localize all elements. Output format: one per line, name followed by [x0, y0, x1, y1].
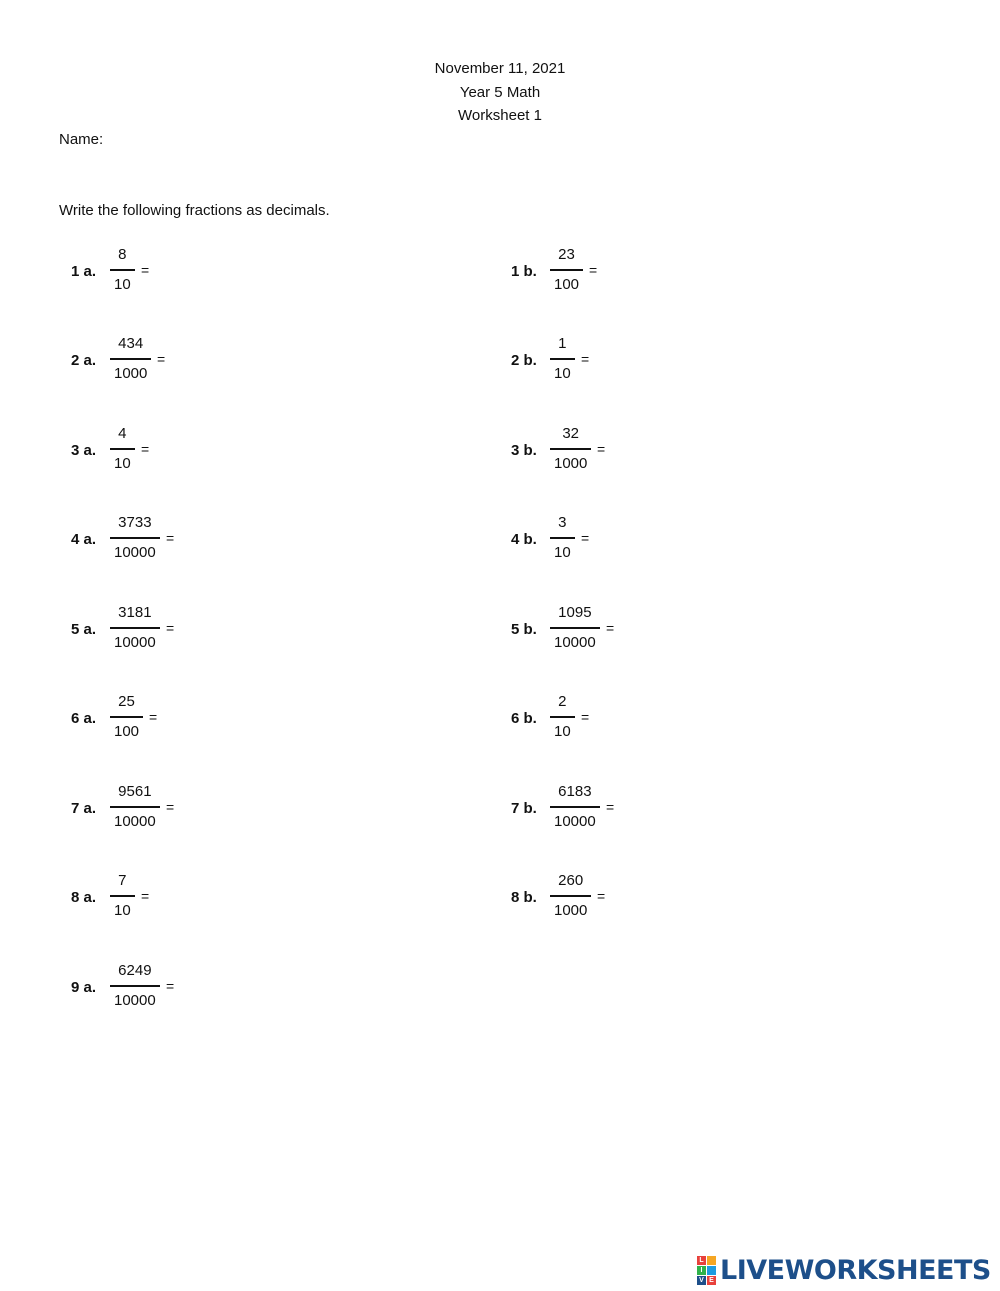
problem-label: 5 a. — [71, 621, 97, 638]
problem-label: 2 b. — [511, 352, 537, 369]
fraction-numerator: 7 — [118, 872, 127, 889]
fraction-denominator: 10 — [114, 455, 131, 472]
fraction-numerator: 1 — [558, 335, 567, 352]
fraction — [110, 603, 160, 653]
problem-label: 6 a. — [71, 710, 97, 727]
fraction-bar — [550, 806, 600, 808]
fraction — [550, 692, 575, 742]
problem-label: 7 b. — [511, 800, 537, 817]
problem-label: 8 b. — [511, 889, 537, 906]
problem-label: 9 a. — [71, 979, 97, 996]
problem-label: 5 b. — [511, 621, 537, 638]
fraction-bar — [550, 716, 575, 718]
fraction — [110, 871, 135, 921]
fraction-denominator: 1000 — [554, 902, 588, 919]
fraction-denominator: 10000 — [114, 544, 156, 561]
fraction-bar — [110, 627, 160, 629]
equals-sign: = — [606, 620, 615, 636]
fraction-numerator: 434 — [118, 335, 144, 352]
fraction — [110, 692, 143, 742]
fraction-denominator: 100 — [554, 276, 580, 293]
fraction-numerator: 6183 — [558, 783, 592, 800]
fraction-bar — [110, 537, 160, 539]
equals-sign: = — [141, 262, 150, 278]
fraction-denominator: 10 — [114, 902, 131, 919]
instruction-text: Write the following fractions as decimals. — [59, 202, 330, 219]
equals-sign: = — [166, 978, 175, 994]
equals-sign: = — [581, 530, 590, 546]
fraction-numerator: 6249 — [118, 962, 152, 979]
fraction-bar — [110, 716, 143, 718]
fraction-numerator: 9561 — [118, 783, 152, 800]
fraction-denominator: 10000 — [114, 634, 156, 651]
header-course: Year 5 Math — [459, 84, 541, 101]
fraction-numerator: 25 — [118, 693, 135, 710]
fraction — [550, 334, 575, 384]
fraction-bar — [110, 985, 160, 987]
fraction-bar — [550, 895, 591, 897]
equals-sign: = — [597, 888, 606, 904]
fraction-bar — [110, 448, 135, 450]
fraction-denominator: 10000 — [554, 813, 596, 830]
fraction-numerator: 2 — [558, 693, 567, 710]
equals-sign: = — [581, 709, 590, 725]
equals-sign: = — [589, 262, 598, 278]
fraction-numerator: 8 — [118, 246, 127, 263]
fraction-denominator: 10 — [554, 544, 571, 561]
logo-text: LIVEWORKSHEETS — [720, 1254, 991, 1286]
equals-sign: = — [581, 351, 590, 367]
fraction — [550, 424, 591, 474]
fraction-numerator: 3 — [558, 514, 567, 531]
fraction-bar — [110, 895, 135, 897]
fraction-numerator: 4 — [118, 425, 127, 442]
problem-label: 4 a. — [71, 531, 97, 548]
fraction-numerator: 32 — [562, 425, 580, 442]
fraction-denominator: 10000 — [114, 992, 156, 1009]
problem-label: 7 a. — [71, 800, 97, 817]
fraction-numerator: 1095 — [558, 604, 592, 621]
problem-label: 4 b. — [511, 531, 537, 548]
equals-sign: = — [149, 709, 158, 725]
fraction-denominator: 1000 — [554, 455, 588, 472]
fraction-numerator: 23 — [558, 246, 575, 263]
problem-label: 3 a. — [71, 442, 97, 459]
fraction — [550, 871, 591, 921]
fraction-denominator: 10000 — [114, 813, 156, 830]
equals-sign: = — [166, 530, 175, 546]
problem-label: 2 a. — [71, 352, 97, 369]
problem-label: 1 b. — [511, 263, 537, 280]
fraction-bar — [110, 806, 160, 808]
fraction-denominator: 10 — [554, 723, 571, 740]
fraction — [110, 245, 135, 295]
fraction — [110, 334, 151, 384]
fraction-numerator: 3733 — [118, 514, 152, 531]
fraction — [110, 513, 160, 563]
problem-label: 8 a. — [71, 889, 97, 906]
fraction — [550, 603, 600, 653]
problem-label: 6 b. — [511, 710, 537, 727]
fraction — [110, 961, 160, 1011]
fraction-numerator: 260 — [558, 872, 584, 889]
name-label: Name: — [59, 131, 104, 148]
fraction-denominator: 10 — [554, 365, 571, 382]
equals-sign: = — [141, 441, 150, 457]
equals-sign: = — [141, 888, 150, 904]
fraction-bar — [550, 448, 591, 450]
fraction-bar — [550, 627, 600, 629]
problem-label: 3 b. — [511, 442, 537, 459]
liveworksheets-logo — [697, 1254, 991, 1286]
equals-sign: = — [606, 799, 615, 815]
fraction-bar — [550, 269, 583, 271]
header-worksheet: Worksheet 1 — [458, 107, 542, 124]
problem-label: 1 a. — [71, 263, 97, 280]
equals-sign: = — [166, 620, 175, 636]
equals-sign: = — [166, 799, 175, 815]
header-date: November 11, 2021 — [434, 60, 566, 77]
fraction-bar — [550, 537, 575, 539]
fraction — [550, 513, 575, 563]
fraction-bar — [110, 358, 151, 360]
equals-sign: = — [157, 351, 166, 367]
logo-badge-icon: L I V E — [697, 1256, 716, 1285]
fraction — [550, 782, 600, 832]
fraction-bar — [110, 269, 135, 271]
fraction — [110, 424, 135, 474]
fraction-denominator: 10 — [114, 276, 131, 293]
fraction-denominator: 1000 — [114, 365, 148, 382]
fraction — [550, 245, 583, 295]
fraction-denominator: 10000 — [554, 634, 596, 651]
fraction-bar — [550, 358, 575, 360]
fraction-denominator: 100 — [114, 723, 140, 740]
fraction-numerator: 3181 — [118, 604, 152, 621]
fraction — [110, 782, 160, 832]
equals-sign: = — [597, 441, 606, 457]
